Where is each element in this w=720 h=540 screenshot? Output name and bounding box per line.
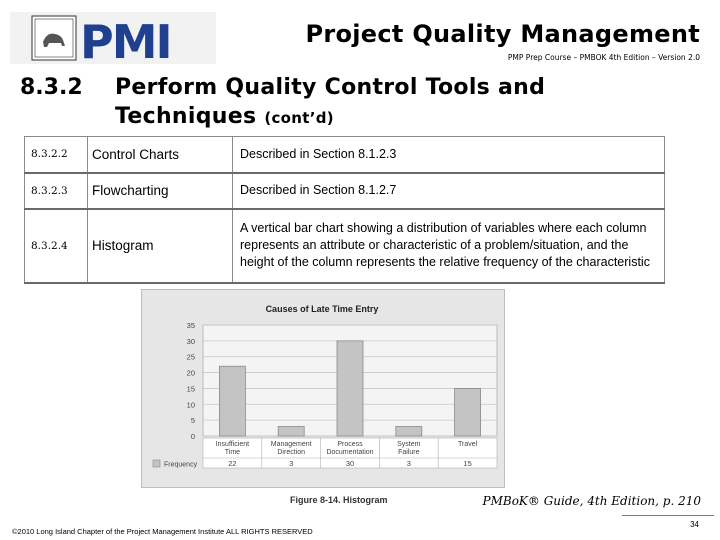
row-description: Described in Section 8.1.2.7 (233, 173, 665, 209)
y-tick-label: 5 (190, 416, 195, 426)
chart-title: Causes of Late Time Entry (265, 304, 379, 314)
citation: PMBoK® Guide, 4th Edition, p. 210 (482, 494, 701, 508)
legend-swatch (153, 460, 160, 467)
row-number: 8.3.2.4 (25, 209, 88, 283)
y-tick-label: 10 (186, 400, 195, 410)
row-number: 8.3.2.3 (25, 173, 88, 209)
data-label: 22 (228, 459, 237, 468)
copyright-notice: ©2010 Long Island Chapter of the Project Management Institute ALL RIGHTS RESERVED (12, 527, 313, 536)
table-row (25, 173, 665, 209)
row-name: Histogram (88, 209, 233, 283)
slide-heading-line2 (115, 104, 334, 129)
bar (219, 366, 245, 436)
row-number: 8.3.2.2 (25, 137, 88, 173)
data-label: 3 (406, 459, 411, 468)
x-tick-label: Direction (277, 449, 306, 456)
table-row (25, 209, 665, 283)
x-tick-label: Documentation (326, 449, 374, 456)
y-tick-label: 0 (190, 432, 195, 441)
y-tick-label: 30 (186, 336, 195, 346)
x-tick-label: Failure (398, 449, 420, 456)
slide-heading-cont: (cont’d) (264, 109, 334, 127)
page-number: 34 (690, 520, 699, 529)
pmi-logo (10, 12, 216, 64)
x-tick-label: Process (337, 441, 363, 448)
table-row (25, 137, 665, 173)
legend-label: Frequency (164, 461, 198, 469)
y-tick-label: 35 (186, 321, 195, 330)
slide-heading-line1: Perform Quality Control Tools and (115, 75, 546, 100)
svg-text:PMI: PMI (80, 15, 171, 64)
bar (337, 341, 363, 436)
row-description: Described in Section 8.1.2.3 (233, 137, 665, 173)
row-name: Control Charts (88, 137, 233, 173)
techniques-table (24, 136, 665, 284)
x-tick-label: Travel (457, 441, 478, 448)
row-name: Flowcharting (88, 173, 233, 209)
data-label: 30 (345, 459, 355, 468)
logo-wordmark (80, 15, 171, 64)
x-tick-label: Management (270, 441, 312, 448)
bar (455, 388, 481, 436)
histogram-chart (141, 289, 503, 486)
data-label: 15 (463, 459, 472, 468)
section-number: 8.3.2 (20, 75, 83, 100)
x-tick-label: System (397, 441, 421, 448)
x-tick-label: Insufficient (215, 441, 250, 448)
y-tick-label: 25 (186, 352, 195, 362)
footer-divider (622, 515, 714, 516)
x-tick-label: Time (224, 449, 241, 456)
figure-caption: Figure 8-14. Histogram (290, 495, 388, 505)
y-tick-label: 15 (186, 384, 195, 394)
row-description: A vertical bar chart showing a distribution of variables where each column represents an attribute or characteristic of a problem/situation, and the height of the column represents the relative frequency of the characteristic (233, 209, 665, 283)
slide-heading-line2-text: Techniques (115, 104, 257, 129)
bar (278, 426, 304, 436)
y-tick-label: 20 (186, 368, 195, 378)
data-label: 3 (289, 459, 294, 468)
header-title: Project Quality Management (305, 20, 700, 48)
bar (396, 426, 422, 436)
header-subtitle: PMP Prep Course – PMBOK 4th Edition – Version 2.0 (507, 53, 700, 62)
